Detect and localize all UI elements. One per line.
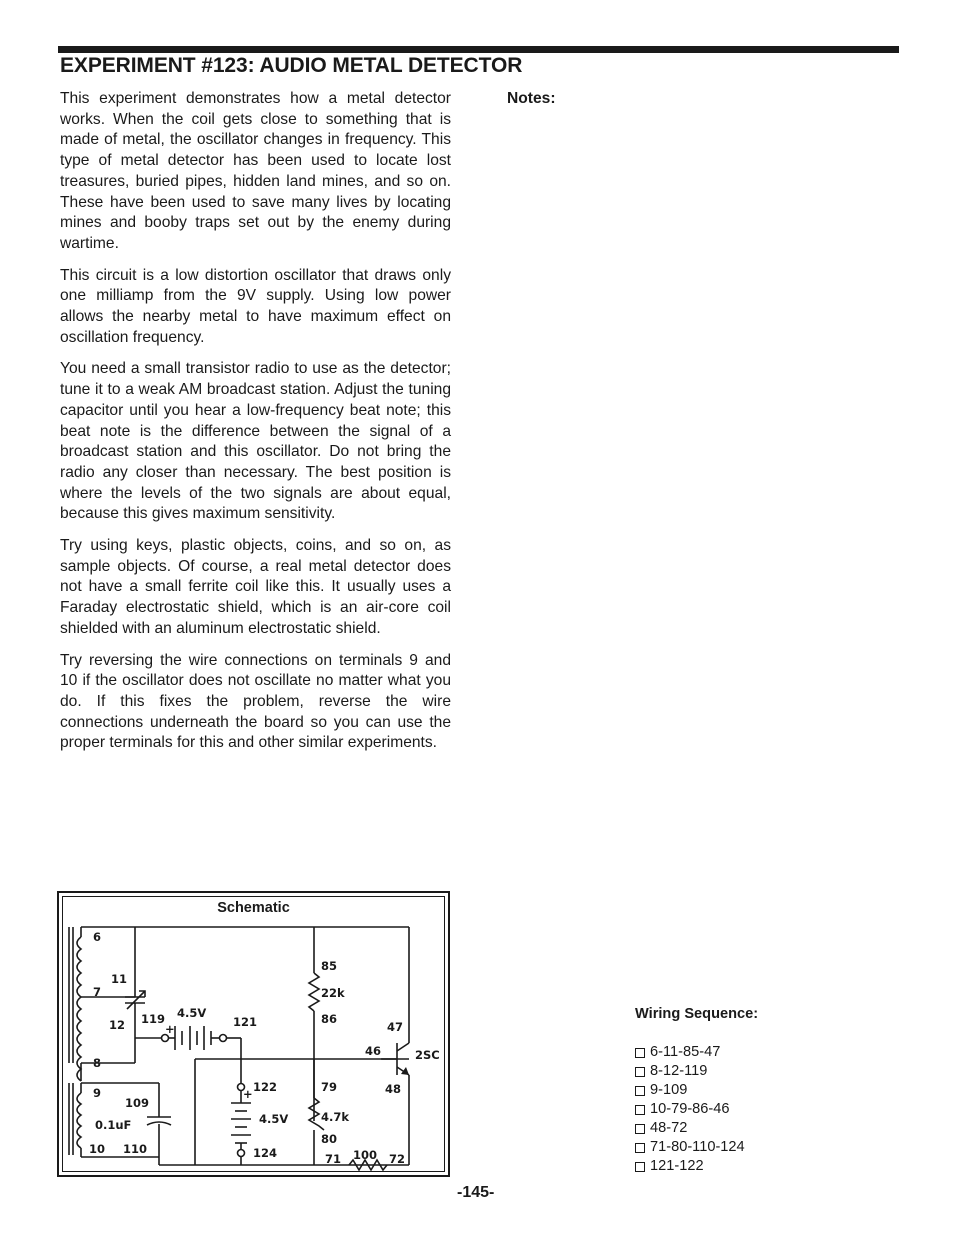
paragraph: This experiment demonstrates how a metal detector works. When the coil gets close to something that is made of metal, the oscillator changes in frequency. This type of metal detector has been used to locate lost treasures, buried pipes, hidden land mines, and so on. These have been used to save many lives by locating mines and booby traps set out by the enemy during wartime. — [60, 90, 451, 252]
terminal-46-label: 46 — [365, 1044, 382, 1058]
notes-label: Notes: — [507, 90, 556, 107]
wiring-step — [635, 1043, 758, 1062]
terminal-110-label: 110 — [123, 1142, 148, 1156]
terminal-79-label: 79 — [321, 1080, 338, 1094]
wiring-step — [635, 1100, 758, 1119]
battery-1-voltage-label: 4.5V — [177, 1006, 207, 1020]
terminal-47-label: 47 — [387, 1020, 404, 1034]
wiring-sequence — [635, 1005, 758, 1176]
terminal-8-label: 8 — [93, 1056, 102, 1070]
paragraph: Try using keys, plastic objects, coins, and so on, as sample objects. Of course, a real metal detector does not have a small ferrite coil like this. It usually uses a Faraday electrostatic shield, which is an air-core coil shielded with an aluminum electrostatic shield. — [60, 537, 451, 637]
wiring-step — [635, 1157, 758, 1176]
checkbox-icon — [635, 1124, 645, 1134]
paragraph: Try reversing the wire connections on terminals 9 and 10 if the oscillator does not oscillate no matter what you do. If this fixes the problem, reverse the wire connections underneath the board so you can use the proper terminals for this and other similar experiments. — [60, 651, 451, 752]
wiring-step — [635, 1119, 758, 1138]
resistor-22k-label: 22k — [321, 986, 345, 1000]
terminal-71-label: 71 — [325, 1152, 342, 1166]
resistor-4-7k-label: 4.7k — [321, 1110, 350, 1124]
wiring-step-label: 10-79-86-46 — [650, 1101, 730, 1117]
checkbox-icon — [635, 1162, 645, 1172]
schematic-title: Schematic — [217, 900, 290, 916]
battery-1-plus-label: + — [165, 1022, 175, 1036]
terminal-124-label: 124 — [253, 1146, 278, 1160]
header-rule — [58, 46, 899, 53]
paragraph: This circuit is a low distortion oscillator that draws only one milliamp from the 9V supply. Using low power allows the nearby metal to have maximum effect on oscillation frequency. — [60, 266, 451, 346]
terminal-10-label: 10 — [89, 1142, 106, 1156]
wiring-step-label: 71-80-110-124 — [650, 1139, 745, 1155]
capacitor-value-label: 0.1uF — [95, 1118, 132, 1132]
schematic-diagram — [59, 893, 452, 1179]
wiring-step-label: 48-72 — [650, 1120, 688, 1136]
battery-2-plus-label: + — [243, 1087, 253, 1101]
terminal-6-label: 6 — [93, 930, 102, 944]
checkbox-icon — [635, 1067, 645, 1077]
terminal-72-label: 72 — [389, 1152, 406, 1166]
wiring-step — [635, 1062, 758, 1081]
battery-2-voltage-label: 4.5V — [259, 1112, 289, 1126]
wiring-step-label: 8-12-119 — [650, 1063, 708, 1079]
wiring-step-label: 6-11-85-47 — [650, 1044, 721, 1060]
checkbox-icon — [635, 1105, 645, 1115]
page-number: -145- — [457, 1184, 495, 1201]
wiring-step-label: 121-122 — [650, 1158, 704, 1174]
terminal-85-label: 85 — [321, 959, 338, 973]
terminal-109-label: 109 — [125, 1096, 150, 1110]
resistor-100-label: 100 — [353, 1148, 378, 1162]
terminal-86-label: 86 — [321, 1012, 338, 1026]
page-title: EXPERIMENT #123: AUDIO METAL DETECTOR — [60, 54, 523, 77]
terminal-12-label: 12 — [109, 1018, 126, 1032]
terminal-9-label: 9 — [93, 1086, 102, 1100]
terminal-122-label: 122 — [253, 1080, 278, 1094]
terminal-119-label: 119 — [141, 1012, 166, 1026]
terminal-80-label: 80 — [321, 1132, 338, 1146]
checkbox-icon — [635, 1086, 645, 1096]
schematic-box — [57, 891, 450, 1177]
terminal-7-label: 7 — [93, 985, 102, 999]
wiring-step — [635, 1138, 758, 1157]
terminal-121-label: 121 — [233, 1015, 258, 1029]
wiring-step-label: 9-109 — [650, 1082, 688, 1098]
wiring-step — [635, 1081, 758, 1100]
body-text — [60, 89, 451, 765]
terminal-11-label: 11 — [111, 972, 128, 986]
checkbox-icon — [635, 1143, 645, 1153]
terminal-48-label: 48 — [385, 1082, 402, 1096]
transistor-2sc-label: 2SC — [415, 1048, 440, 1062]
wiring-sequence-title: Wiring Sequence: — [635, 1006, 759, 1022]
checkbox-icon — [635, 1048, 645, 1058]
paragraph: You need a small transistor radio to use as the detector; tune it to a weak AM broadcast station. Adjust the tuning capacitor until you hear a low-frequency beat note; this beat note is the difference between the signal of a broadcast station and this oscillator. Do not bring the radio any closer than necessary. The best position is where the levels of the two signals are about equal, because this gives maximum sensitivity. — [60, 360, 451, 523]
